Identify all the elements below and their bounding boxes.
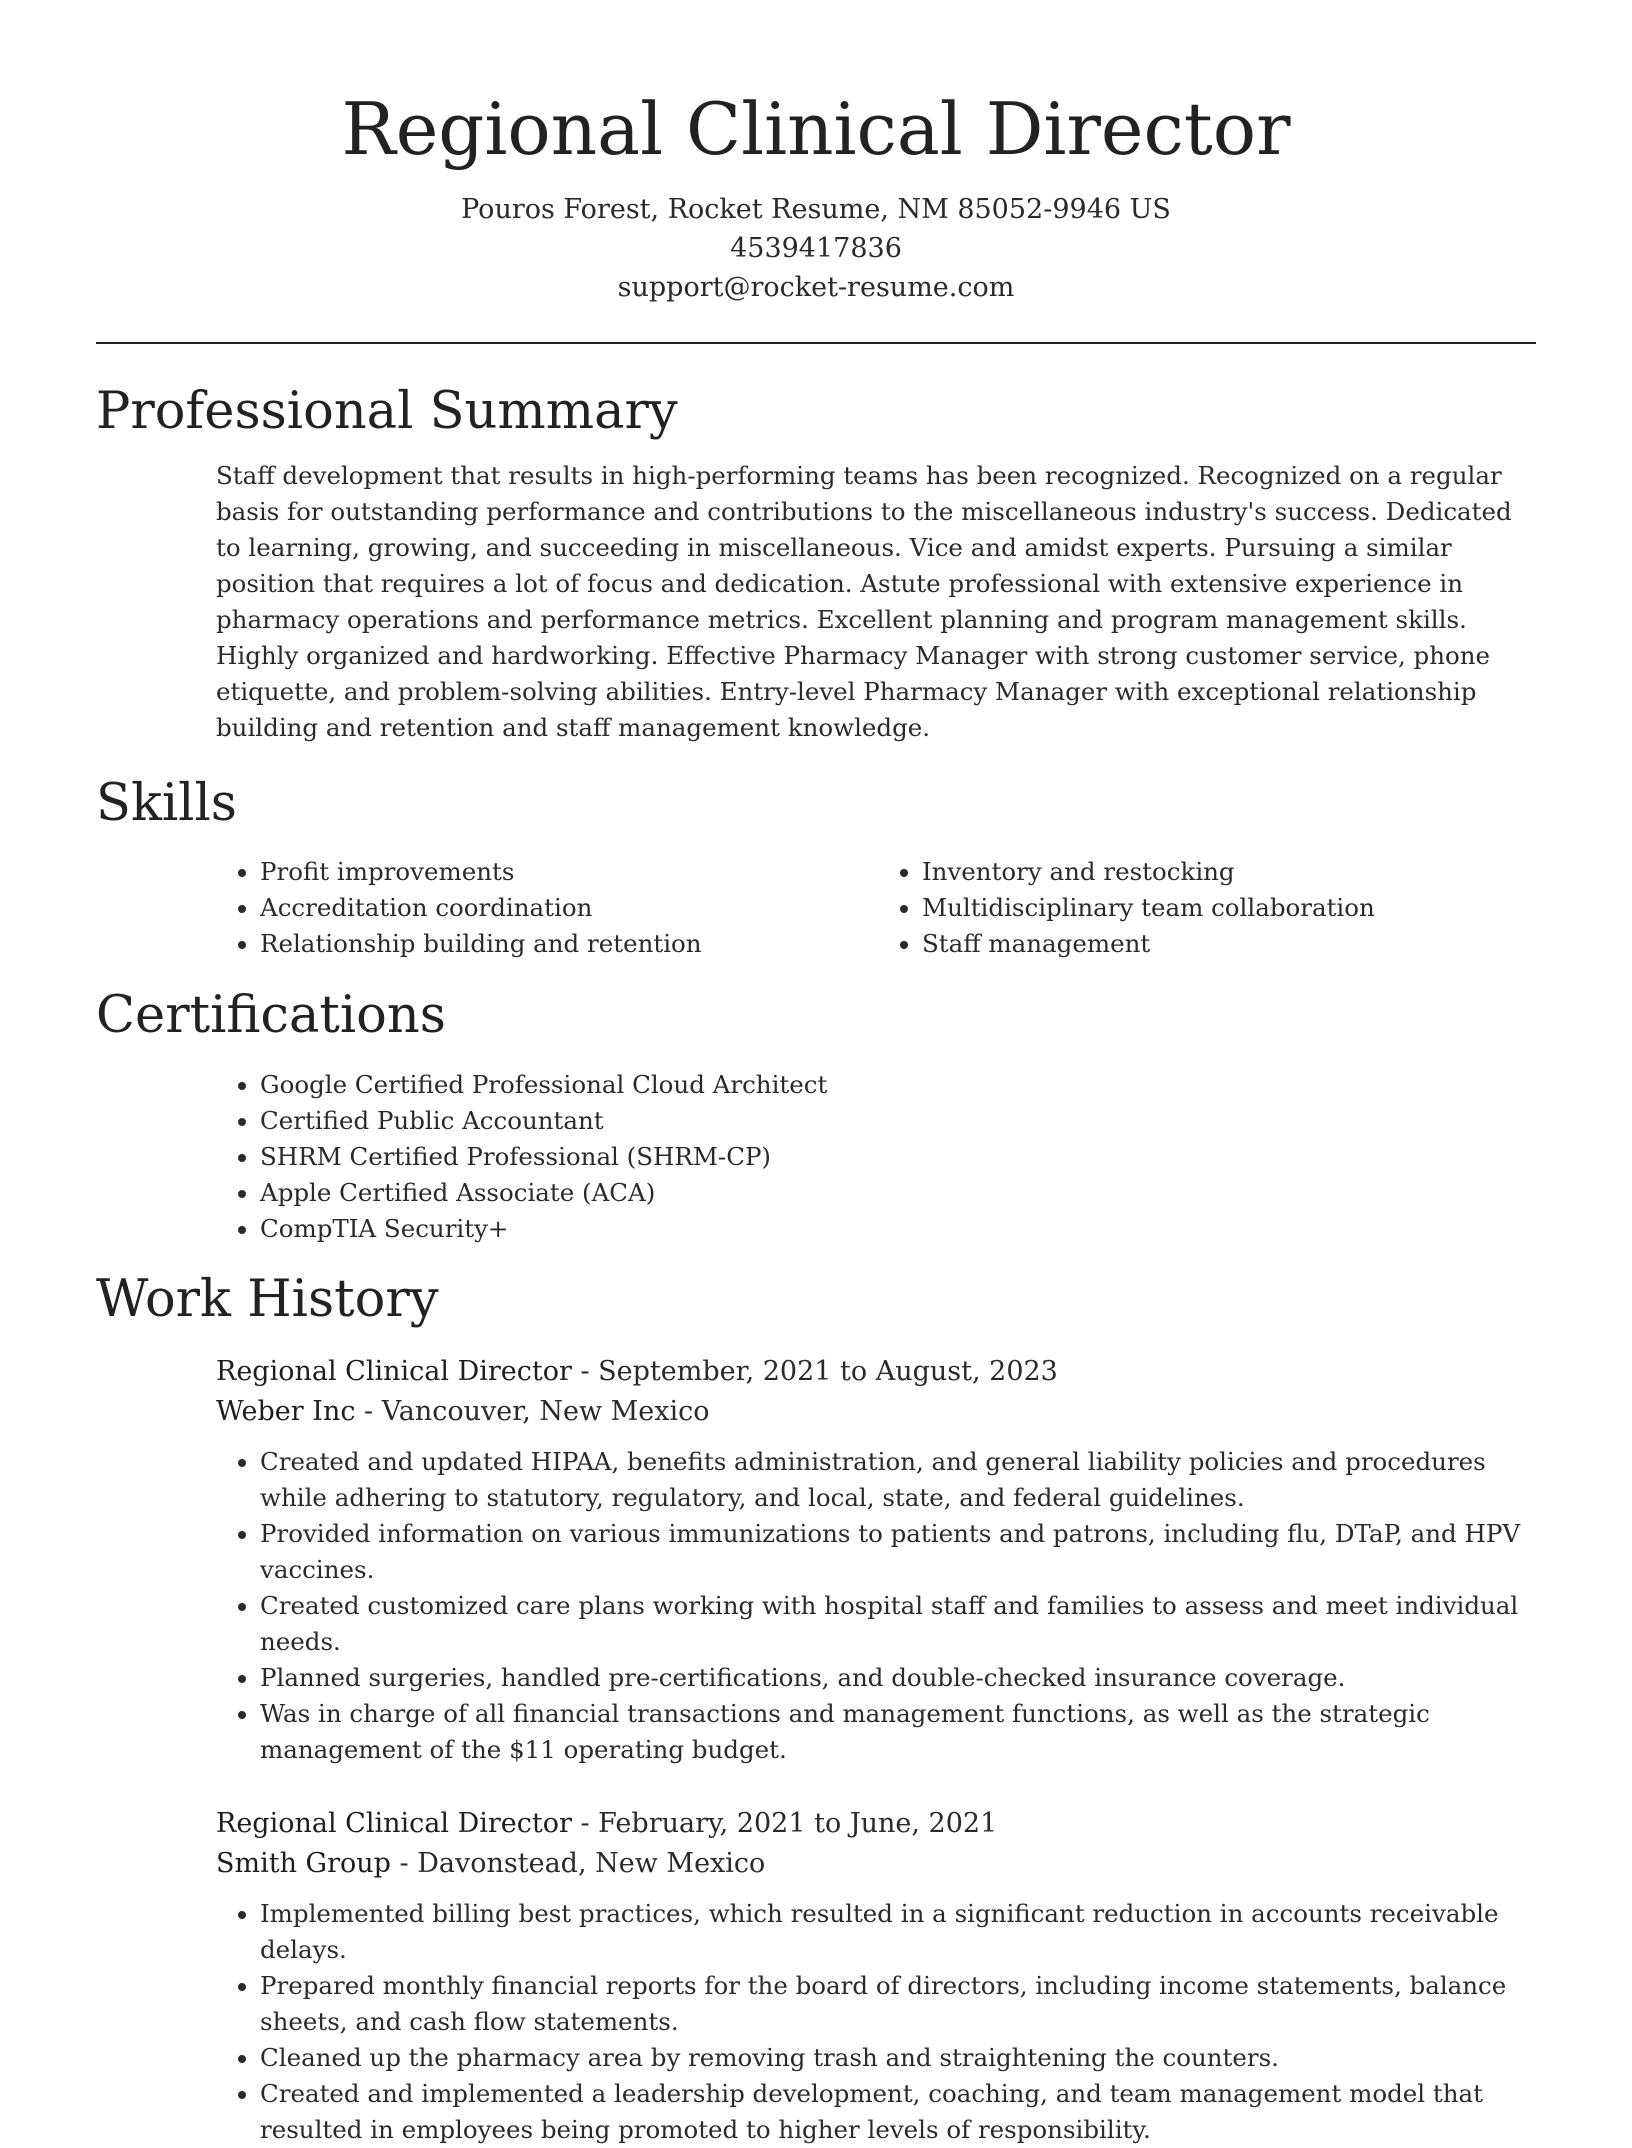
job-bullet: • Prepared monthly financial reports for the board of directors, including income statements, balance sheets, and cash flow statements. (260, 1968, 1540, 2040)
job-header (216, 1352, 1540, 1392)
certification-item: • SHRM Certified Professional (SHRM-CP) (260, 1139, 1540, 1175)
job-entry (216, 1804, 1540, 2148)
contact-email: support@rocket-resume.com (617, 272, 1015, 303)
job-bullets (216, 1444, 1540, 1768)
skill-item: • Profit improvements (260, 854, 878, 890)
skill-item: • Accreditation coordination (260, 890, 878, 926)
job-dates: - September, 2021 to August, 2023 (571, 1356, 1058, 1387)
skills-column-right (878, 854, 1540, 962)
job-location: - Vancouver, New Mexico (355, 1396, 710, 1427)
job-bullet: • Implemented billing best practices, which resulted in a significant reduction in accounts receivable delays. (260, 1896, 1540, 1968)
certifications-heading: Certifications (96, 986, 446, 1045)
skills-heading: Skills (96, 774, 237, 833)
certification-item: • Apple Certified Associate (ACA) (260, 1175, 1540, 1211)
skill-item: • Staff management (922, 926, 1540, 962)
resume-title: Regional Clinical Director (341, 87, 1291, 171)
certification-item: • CompTIA Security+ (260, 1211, 1540, 1247)
job-title: Regional Clinical Director (216, 1808, 572, 1839)
job-employer (216, 1844, 1540, 1884)
header-divider (96, 342, 1536, 344)
skill-item: • Relationship building and retention (260, 926, 878, 962)
job-title: Regional Clinical Director (216, 1356, 572, 1387)
job-bullet: • Created and implemented a leadership development, coaching, and team management model that resulted in employees being promoted to higher levels of responsibility. (260, 2076, 1540, 2148)
skill-item: • Inventory and restocking (922, 854, 1540, 890)
job-company: Smith Group (216, 1848, 391, 1879)
skills-list (216, 854, 1540, 962)
contact-address: Pouros Forest, Rocket Resume, NM 85052-9946 US (461, 194, 1171, 225)
skills-column-left (216, 854, 878, 962)
contact-phone: 4539417836 (730, 233, 902, 264)
job-header (216, 1804, 1540, 1844)
skill-item: • Multidisciplinary team collaboration (922, 890, 1540, 926)
job-location: - Davonstead, New Mexico (390, 1848, 766, 1879)
job-bullet: • Cleaned up the pharmacy area by removing trash and straightening the counters. (260, 2040, 1540, 2076)
summary-heading: Professional Summary (96, 382, 678, 441)
resume-header (0, 0, 1632, 307)
job-bullet: • Created customized care plans working with hospital staff and families to assess and meet individual needs. (260, 1588, 1540, 1660)
summary-text: Staff development that results in high-performing teams has been recognized. Recognized on a regular basis for outstanding performance and contributions to the miscellaneous industry's success. Dedicated to learning, growing, and succeeding in miscellaneous. Vice and amidst experts. Pursuing a similar position that requires a lot of focus and dedication. Astute professional with extensive experience in pharmacy operations and performance metrics. Excellent planning and program management skills. Highly organized and hardworking. Effective Pharmacy Manager with strong customer service, phone etiquette, and problem-solving abilities. Entry-level Pharmacy Manager with exceptional relationship building and retention and staff management knowledge. (216, 461, 1512, 742)
work-history-heading: Work History (96, 1270, 439, 1329)
contact-info (0, 190, 1632, 307)
job-entry (216, 1352, 1540, 1768)
job-bullet: • Was in charge of all financial transactions and management functions, as well as the strategic management of the $11 operating budget. (260, 1696, 1540, 1768)
job-bullet: • Created and updated HIPAA, benefits administration, and general liability policies and procedures while adhering to statutory, regulatory, and local, state, and federal guidelines. (260, 1444, 1540, 1516)
certification-item: • Certified Public Accountant (260, 1103, 1540, 1139)
job-bullet: • Provided information on various immunizations to patients and patrons, including flu, DTaP, and HPV vaccines. (260, 1516, 1540, 1588)
job-bullet: • Planned surgeries, handled pre-certifications, and double-checked insurance coverage. (260, 1660, 1540, 1696)
job-bullets (216, 1896, 1540, 2148)
certification-item: • Google Certified Professional Cloud Architect (260, 1067, 1540, 1103)
job-company: Weber Inc (216, 1396, 356, 1427)
job-employer (216, 1392, 1540, 1432)
certifications-list (216, 1067, 1540, 1247)
job-dates: - February, 2021 to June, 2021 (571, 1808, 998, 1839)
